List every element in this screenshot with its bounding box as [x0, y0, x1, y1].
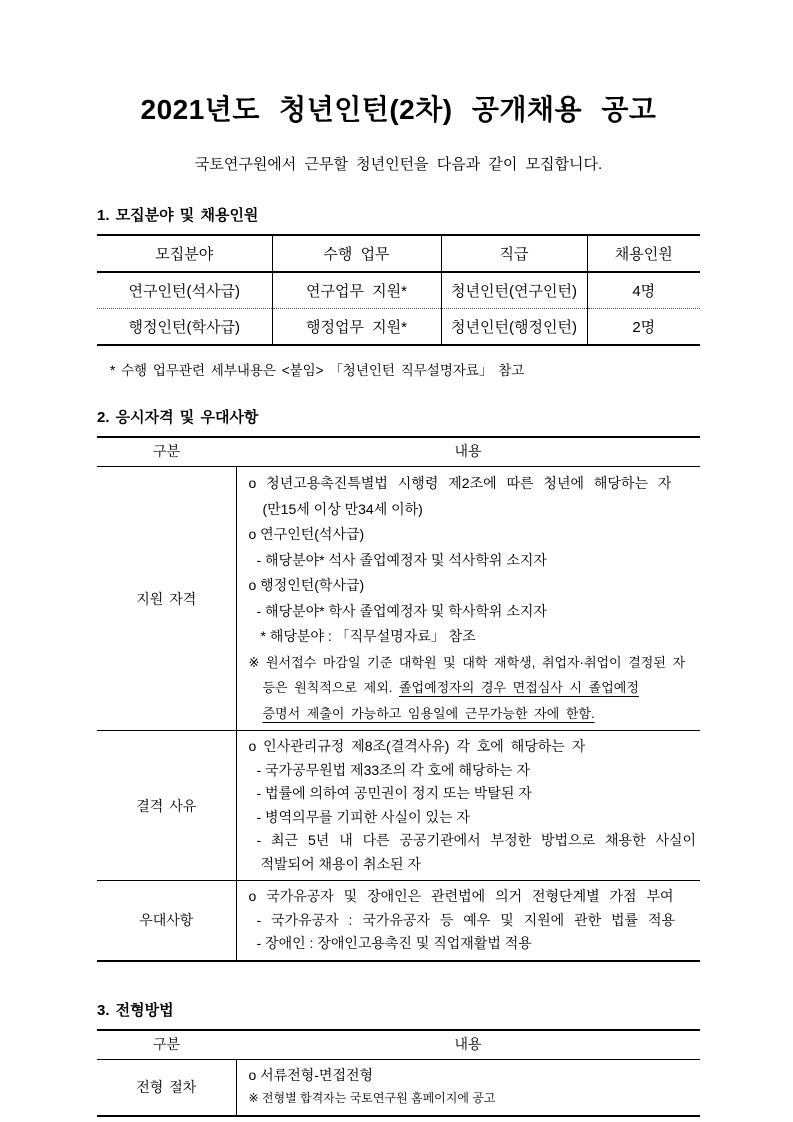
content-line: - 장애인 : 장애인고용촉진 및 직업재활법 적용 [256, 935, 532, 951]
recruitment-table-header-row [97, 235, 700, 272]
row-label-preference: 우대사항 [97, 881, 236, 961]
table-row-selection-procedure [97, 1059, 700, 1116]
cell-grade: 청년인턴(연구인턴) [441, 272, 587, 309]
table-row-eligibility [97, 467, 700, 731]
content-line: o 연구인턴(석사급) [248, 526, 365, 542]
content-line: 적발되어 채용이 취소된 자 [260, 855, 421, 872]
cell-duty: 행정업무 지원* [272, 309, 441, 346]
col-header-category: 구분 [97, 1030, 236, 1060]
content-line: o 인사관리규정 제8조(결격사유) 각 호에 해당하는 자 [248, 738, 586, 754]
cell-field: 행정인턴(학사급) [128, 319, 240, 336]
content-line: - 해당분야* 석사 졸업예정자 및 석사학위 소지자 [256, 551, 547, 568]
cell-headcount: 2명 [587, 309, 700, 346]
cell-duty: 연구업무 지원* [272, 272, 441, 309]
row-content-disqualification [236, 731, 700, 881]
table-row-disqualification [97, 731, 700, 881]
selection-table-header-row [97, 1030, 700, 1060]
table-footnote: * 수행 업무관련 세부내용은 <붙임> 「청년인턴 직무설명자료」 참고 [110, 363, 525, 378]
underlined-text: 졸업예정자의 경우 면접심사 시 졸업예정 [398, 680, 639, 695]
col-header-grade: 직급 [441, 235, 587, 272]
col-header-duty: 수행 업무 [272, 235, 441, 272]
content-line: o 행정인턴(학사급) [248, 577, 365, 593]
col-header-content: 내용 [236, 437, 700, 467]
content-line: o 청년고용촉진특별법 시행령 제2조에 따른 청년에 해당하는 자 [248, 475, 672, 491]
content-line [249, 675, 699, 701]
content-line: - 국가공무원법 제33조의 각 호에 해당하는 자 [256, 761, 530, 778]
recruitment-table [97, 234, 700, 346]
content-line: * 해당분야 : 「직무설명자료」 참조 [260, 628, 476, 644]
col-header-category: 구분 [97, 437, 236, 467]
content-line: - 국가유공자 : 국가유공자 등 예우 및 지원에 관한 법률 적용 [256, 911, 675, 928]
row-label-disqualification: 결격 사유 [97, 731, 236, 881]
content-line: o 국가유공자 및 장애인은 관련법에 의거 전형단계별 가점 부여 [248, 888, 674, 904]
cell-field: 연구인턴(석사급) [97, 272, 272, 309]
content-line: o 서류전형-면접전형 [248, 1066, 374, 1083]
section1-heading: 1. 모집분야 및 채용인원 [97, 207, 259, 224]
content-line: ※ 전형별 합격자는 국토연구원 홈페이지에 공고 [248, 1091, 496, 1105]
col-header-content: 내용 [236, 1030, 700, 1060]
table-row-admin-intern [97, 309, 700, 346]
row-label-eligibility: 지원 자격 [97, 467, 236, 731]
content-line: - 병역의무를 기피한 사실이 있는 자 [256, 808, 470, 825]
page-title: 2021년도 청년인턴(2차) 공개채용 공고 [140, 94, 657, 125]
qualification-table [97, 436, 700, 962]
table-row-preference [97, 881, 700, 961]
content-line: (만15세 이상 만34세 이하) [262, 500, 423, 517]
content-line: - 최근 5년 내 다른 공공기관에서 부정한 방법으로 채용한 사실이 [256, 832, 697, 848]
section2-heading: 2. 응시자격 및 우대사항 [97, 409, 259, 426]
content-text: 등은 원칙적으로 제외. [262, 680, 399, 695]
section3-heading: 3. 전형방법 [97, 1001, 174, 1019]
underlined-text: 증명서 제출이 가능하고 임용일에 근무가능한 자에 한함. [262, 705, 595, 721]
qualification-table-header-row [97, 437, 700, 467]
row-label-procedure: 전형 절차 [97, 1059, 236, 1116]
page-subtitle: 국토연구원에서 근무할 청년인턴을 다음과 같이 모집합니다. [194, 156, 603, 173]
row-content-preference [236, 881, 700, 961]
col-header-headcount: 채용인원 [587, 235, 700, 272]
row-content-procedure [236, 1059, 700, 1116]
row-content-eligibility [236, 467, 700, 731]
content-line: ※ 원서접수 마감일 기준 대학원 및 대학 재학생, 취업자·취업이 결정된 자 [248, 654, 686, 670]
cell-headcount: 4명 [587, 272, 700, 309]
col-header-field: 모집분야 [97, 235, 272, 272]
selection-method-table [97, 1029, 700, 1117]
content-line [249, 701, 699, 727]
content-line: - 해당분야* 학사 졸업예정자 및 학사학위 소지자 [256, 602, 547, 619]
table-row-research-intern [97, 272, 700, 309]
cell-grade: 청년인턴(행정인턴) [441, 309, 587, 346]
content-line: - 법률에 의하여 공민권이 정지 또는 박탈된 자 [256, 785, 532, 801]
